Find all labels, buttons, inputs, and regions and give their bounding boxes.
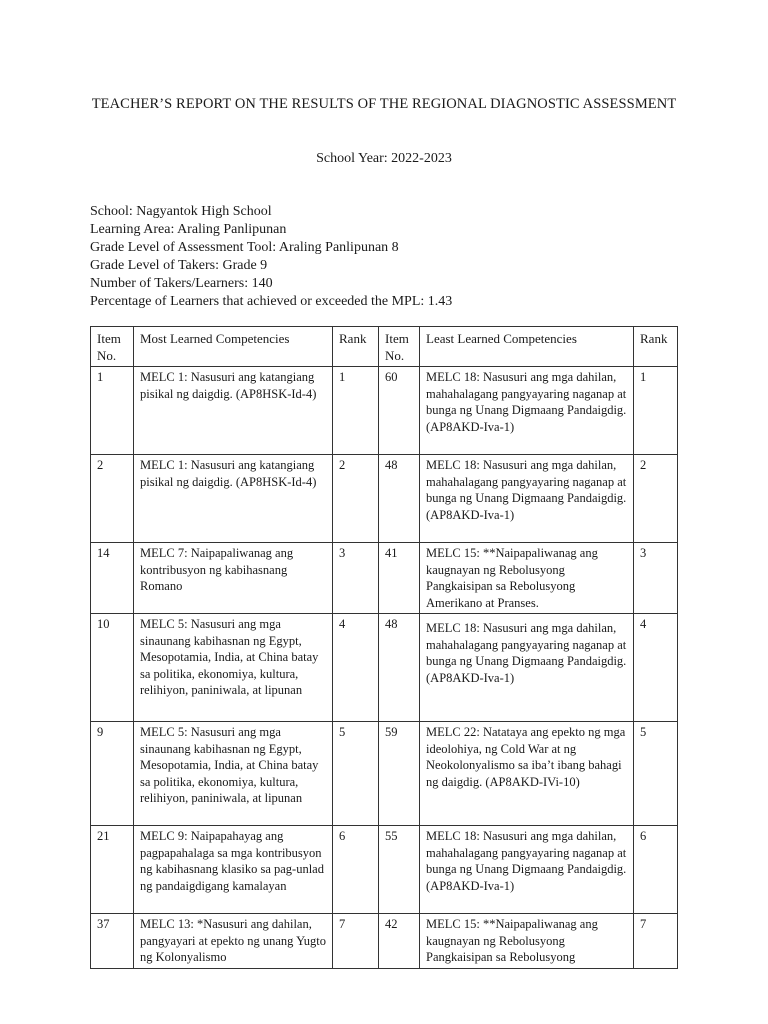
rank-least: 1 bbox=[634, 367, 678, 455]
least-learned-competency: MELC 15: **Naipapaliwanag ang kaugnayan ng Rebolusyong Pangkaisipan sa Rebolusyong Amerikano at Pranses. bbox=[420, 543, 634, 614]
item-no-least: 48 bbox=[379, 455, 420, 543]
most-learned-competency: MELC 13: *Nasusuri ang dahilan, pangyayari at epekto ng unang Yugto ng Kolonyalismo bbox=[134, 914, 333, 969]
most-learned-competency: MELC 1: Nasusuri ang katangiang pisikal ng daigdig. (AP8HSK-Id-4) bbox=[134, 367, 333, 455]
rank-most: 5 bbox=[333, 722, 379, 826]
most-learned-competency: MELC 9: Naipapahayag ang pagpapahalaga sa mga kontribusyon ng kabihasnang klasiko sa pag-unlad ng pandaigdigang kamalayan bbox=[134, 826, 333, 914]
item-no-most: 21 bbox=[91, 826, 134, 914]
table-row bbox=[91, 722, 678, 826]
rank-least: 3 bbox=[634, 543, 678, 614]
report-title: TEACHER’S REPORT ON THE RESULTS OF THE REGIONAL DIAGNOSTIC ASSESSMENT bbox=[91, 96, 677, 112]
info-mpl-percentage: Percentage of Learners that achieved or exceeded the MPL: 1.43 bbox=[90, 294, 453, 309]
table-row bbox=[91, 826, 678, 914]
header-most-learned: Most Learned Competencies bbox=[134, 327, 333, 367]
most-learned-competency: MELC 7: Naipapaliwanag ang kontribusyon ng kabihasnang Romano bbox=[134, 543, 333, 614]
item-no-most: 10 bbox=[91, 614, 134, 722]
least-learned-competency: MELC 15: **Naipapaliwanag ang kaugnayan ng Rebolusyong Pangkaisipan sa Rebolusyong bbox=[420, 914, 634, 969]
header-rank: Rank bbox=[333, 327, 379, 367]
item-no-least: 59 bbox=[379, 722, 420, 826]
rank-most: 4 bbox=[333, 614, 379, 722]
most-learned-competency: MELC 5: Nasusuri ang mga sinaunang kabihasnan ng Egypt, Mesopotamia, India, at China batay sa politika, ekonomiya, kultura, relihiyon, paniniwala, at lipunan bbox=[134, 614, 333, 722]
header-item-no: Item No. bbox=[91, 327, 134, 367]
item-no-most: 14 bbox=[91, 543, 134, 614]
table-row bbox=[91, 367, 678, 455]
info-assessment-tool-grade: Grade Level of Assessment Tool: Araling Panlipunan 8 bbox=[90, 240, 399, 255]
most-learned-competency: MELC 5: Nasusuri ang mga sinaunang kabihasnan ng Egypt, Mesopotamia, India, at China batay sa politika, ekonomiya, kultura, relihiyon, paniniwala, at lipunan bbox=[134, 722, 333, 826]
least-learned-competency: MELC 18: Nasusuri ang mga dahilan, mahahalagang pangyayaring naganap at bunga ng Unang Digmaang Pandaigdig. (AP8AKD-Iva-1) bbox=[420, 826, 634, 914]
rank-least: 5 bbox=[634, 722, 678, 826]
school-year: School Year: 2022-2023 bbox=[316, 151, 452, 166]
least-learned-competency: MELC 18: Nasusuri ang mga dahilan, mahahalagang pangyayaring naganap at bunga ng Unang Digmaang Pandaigdig. (AP8AKD-Iva-1) bbox=[420, 614, 634, 722]
rank-most: 3 bbox=[333, 543, 379, 614]
item-no-most: 1 bbox=[91, 367, 134, 455]
item-no-least: 55 bbox=[379, 826, 420, 914]
table-row bbox=[91, 614, 678, 722]
most-learned-competency: MELC 1: Nasusuri ang katangiang pisikal ng daigdig. (AP8HSK-Id-4) bbox=[134, 455, 333, 543]
info-number-of-takers: Number of Takers/Learners: 140 bbox=[90, 276, 273, 291]
table-row bbox=[91, 455, 678, 543]
table-header-row bbox=[91, 327, 678, 367]
item-no-most: 37 bbox=[91, 914, 134, 969]
header-rank-least: Rank bbox=[634, 327, 678, 367]
rank-least: 2 bbox=[634, 455, 678, 543]
info-learning-area: Learning Area: Araling Panlipunan bbox=[90, 222, 287, 237]
rank-most: 6 bbox=[333, 826, 379, 914]
item-no-least: 41 bbox=[379, 543, 420, 614]
rank-least: 4 bbox=[634, 614, 678, 722]
item-no-least: 60 bbox=[379, 367, 420, 455]
table-row bbox=[91, 543, 678, 614]
item-no-most: 2 bbox=[91, 455, 134, 543]
least-learned-competency: MELC 22: Natataya ang epekto ng mga ideolohiya, ng Cold War at ng Neokolonyalismo sa iba’t ibang bahagi ng daigdig. (AP8AKD-IVi-10) bbox=[420, 722, 634, 826]
rank-most: 1 bbox=[333, 367, 379, 455]
rank-least: 7 bbox=[634, 914, 678, 969]
item-no-least: 42 bbox=[379, 914, 420, 969]
report-info-block bbox=[90, 203, 452, 311]
info-school: School: Nagyantok High School bbox=[90, 204, 272, 219]
item-no-most: 9 bbox=[91, 722, 134, 826]
rank-most: 2 bbox=[333, 455, 379, 543]
info-takers-grade: Grade Level of Takers: Grade 9 bbox=[90, 258, 268, 273]
least-learned-competency: MELC 18: Nasusuri ang mga dahilan, mahahalagang pangyayaring naganap at bunga ng Unang Digmaang Pandaigdig. (AP8AKD-Iva-1) bbox=[420, 455, 634, 543]
item-no-least: 48 bbox=[379, 614, 420, 722]
least-learned-competency: MELC 18: Nasusuri ang mga dahilan, mahahalagang pangyayaring naganap at bunga ng Unang Digmaang Pandaigdig. (AP8AKD-Iva-1) bbox=[420, 367, 634, 455]
table-row bbox=[91, 914, 678, 969]
header-item-no-least: Item No. bbox=[379, 327, 420, 367]
rank-least: 6 bbox=[634, 826, 678, 914]
header-least-learned: Least Learned Competencies bbox=[420, 327, 634, 367]
rank-most: 7 bbox=[333, 914, 379, 969]
competencies-table bbox=[90, 326, 678, 969]
